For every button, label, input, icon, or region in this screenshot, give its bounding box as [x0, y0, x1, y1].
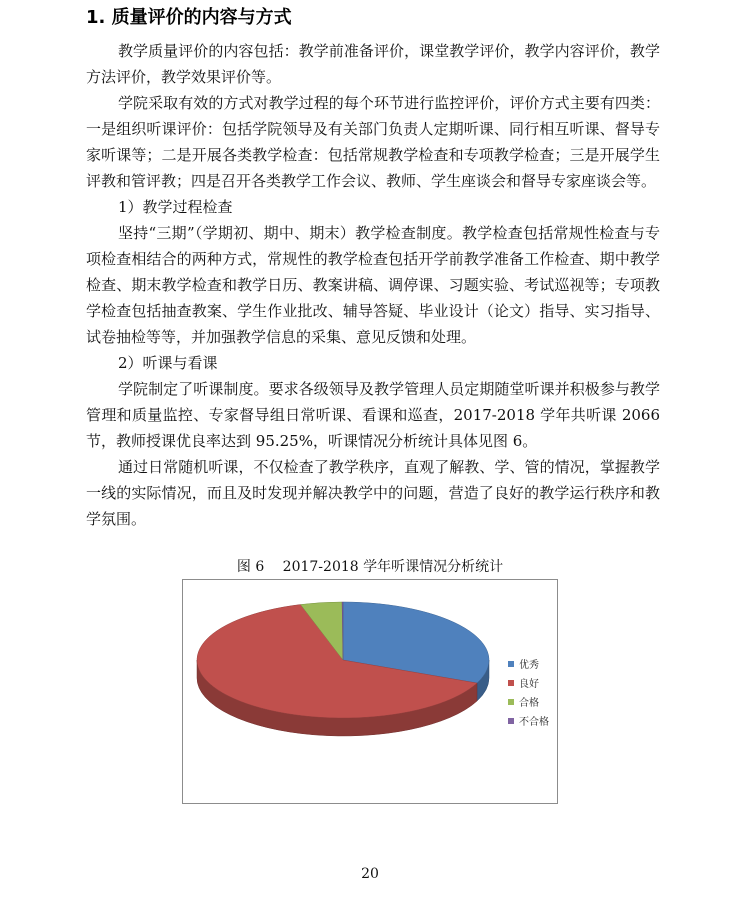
paragraph-evaluation-methods: 学院采取有效的方式对教学过程的每个环节进行监控评价，评价方式主要有四类：一是组织听课评价：包括学院领导及有关部门负责人定期听课、同行相互听课、督导专家听课等；二是开展各类教学检查：包括常规教学检查和专项教学检查；三是开展学生评教和管评教；四是召开各类教学工作会议、教师、学生座谈会和督导专家座谈会等。: [86, 94, 660, 190]
legend-label: 优秀: [519, 660, 539, 671]
paragraph-process-inspection: 坚持“三期”（学期初、期中、期末）教学检查制度。教学检查包括常规性检查与专项检查相结合的两种方式，常规性的教学检查包括开学前教学准备工作检查、期中教学检查、期末教学检查和教学日历、教案讲稿、调停课、习题实验、考试巡视等；专项教学检查包括抽查教案、学生作业批改、辅导答疑、毕业设计（论文）指导、实习指导、试卷抽检等等，并加强教学信息的采集、意见反馈和处理。: [86, 224, 660, 346]
body-text: [86, 38, 660, 532]
paragraph-lecture-observation: 学院制定了听课制度。要求各级领导及教学管理人员定期随堂听课并积极参与教学管理和质量监控、专家督导组日常听课、看课和巡查，2017-2018 学年共听课 2066节，教师授课优良率达到 95.25%，听课情况分析统计具体见图 6。: [86, 380, 660, 450]
legend-item-fail: [508, 711, 549, 730]
paragraph-evaluation-content: 教学质量评价的内容包括：教学前准备评价，课堂教学评价，教学内容评价，教学方法评价，教学效果评价等。: [86, 42, 660, 86]
legend-item-good: [508, 673, 549, 692]
section-heading: 1. 质量评价的内容与方式: [86, 7, 292, 28]
subheading-lecture-observation: 2）听课与看课: [118, 354, 218, 372]
legend-label: 不合格: [519, 717, 549, 728]
legend-swatch-icon: [508, 699, 514, 705]
page-number: 20: [361, 866, 379, 882]
pie-chart-canvas: [183, 580, 559, 805]
legend-swatch-icon: [508, 661, 514, 667]
pie-chart: [182, 579, 558, 804]
subheading-process-inspection: 1）教学过程检查: [118, 198, 233, 216]
legend-swatch-icon: [508, 680, 514, 686]
chart-legend: [508, 654, 549, 730]
figure-caption: 图 6 2017-2018 学年听课情况分析统计: [236, 559, 504, 575]
legend-label: 良好: [519, 679, 539, 690]
legend-item-pass: [508, 692, 549, 711]
paragraph-random-observation: 通过日常随机听课，不仅检查了教学秩序，直观了解教、学、管的情况，掌握教学一线的实际情况，而且及时发现并解决教学中的问题，营造了良好的教学运行秩序和教学氛围。: [86, 458, 660, 528]
legend-label: 合格: [519, 698, 539, 709]
legend-swatch-icon: [508, 718, 514, 724]
legend-item-excellent: [508, 654, 549, 673]
